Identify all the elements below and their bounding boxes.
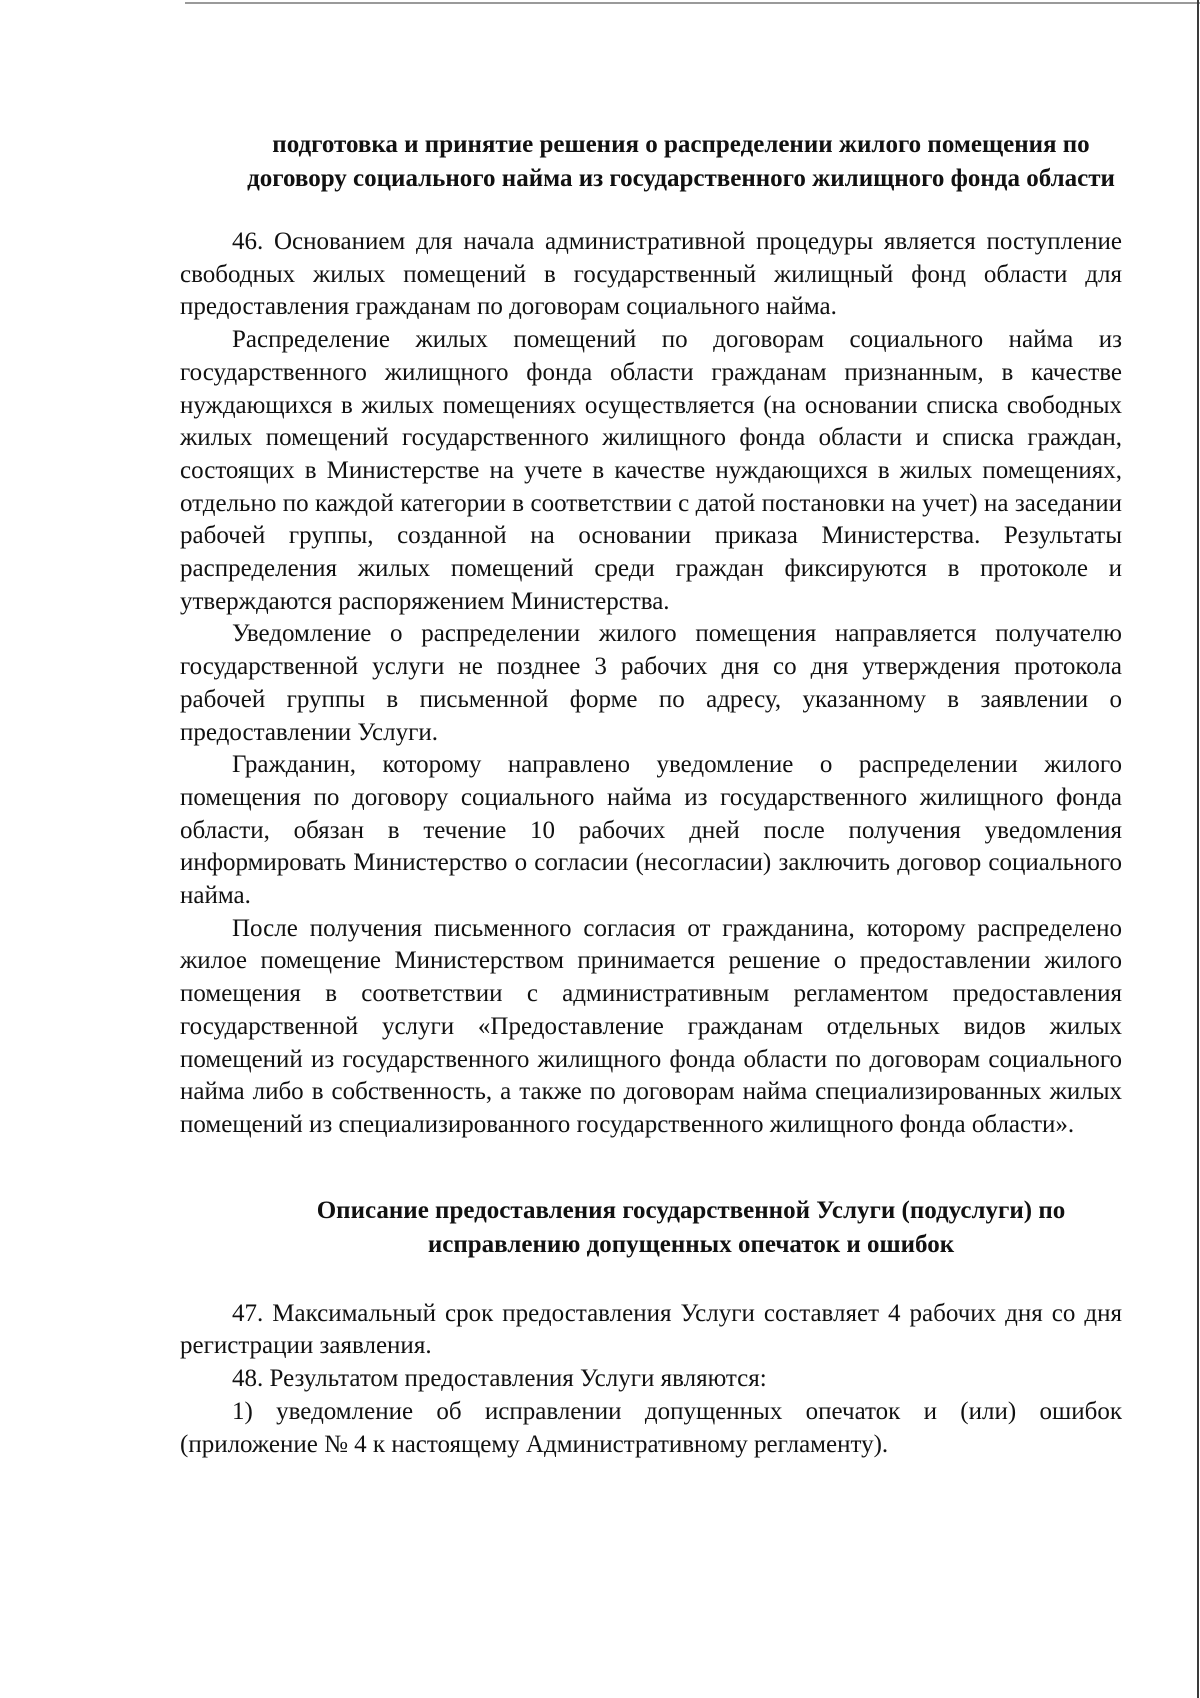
scan-edge-top: [185, 2, 1200, 4]
paragraph-notification: Уведомление о распределении жилого помещения направляется получателю государственной услуги не позднее 3 рабочих дня со дня утверждения протокола рабочей группы в письменной форме по адресу, указанному в заявлении о предоставлении Услуги.: [180, 620, 1122, 746]
paragraph-48: 48. Результатом предоставления Услуги являются:: [232, 1365, 767, 1393]
scan-edge-right: [1197, 0, 1199, 1698]
corrections-paragraphs: [180, 1298, 1122, 1462]
paragraph-after-consent: После получения письменного согласия от гражданина, которому распределено жилое помещение Министерством принимается решение о предоставлении жилого помещения в соответствии с административным регламентом предоставления государственной услуги «Предоставление гражданам отдельных видов жилых помещений из государственного жилищного фонда области по договорам социального найма либо в собственность, а также по договорам найма специализированных жилых помещений из специализированного государственного жилищного фонда области».: [180, 914, 1122, 1138]
section-paragraphs: [180, 226, 1122, 1142]
section-heading: подготовка и принятие решения о распределении жилого помещения по договору социального найма из государственного жилищного фонда области: [247, 131, 1115, 192]
paragraph-47: 47. Максимальный срок предоставления Услуги составляет 4 рабочих дня со дня регистрации заявления.: [180, 1299, 1122, 1360]
section-heading-corrections: Описание предоставления государственной Услуги (подуслуги) по исправлению допущенных опечаток и ошибок: [316, 1196, 1066, 1258]
paragraph-distribution: Распределение жилых помещений по договорам социального найма из государственного жилищного фонда области гражданам признанным, в качестве нуждающихся в жилых помещениях осуществляется (на основании списка свободных жилых помещений государственного жилищного фонда области и списка граждан, состоящих в Министерстве на учете в качестве нуждающихся в жилых помещениях, отдельно по каждой категории в соответствии с датой постановки на учет) на заседании рабочей группы, созданной на основании приказа Министерства. Результаты распределения жилых помещений среди граждан фиксируются в протоколе и утверждаются распоряжением Министерства.: [180, 326, 1122, 615]
document-body: [180, 128, 1122, 1461]
list-item-1: 1) уведомление об исправлении допущенных опечаток и (или) ошибок (приложение № 4 к настоящему Административному регламенту).: [180, 1397, 1122, 1458]
paragraph-citizen-consent: Гражданин, которому направлено уведомление о распределении жилого помещения по договору социального найма из государственного жилищного фонда области, обязан в течение 10 рабочих дней после получения уведомления информировать Министерство о согласии (несогласии) заключить договор социального найма.: [180, 751, 1122, 910]
paragraph-46: 46. Основанием для начала административной процедуры является поступление свободных жилых помещений в государственный жилищный фонд области для предоставления гражданам по договорам социального найма.: [180, 228, 1122, 321]
